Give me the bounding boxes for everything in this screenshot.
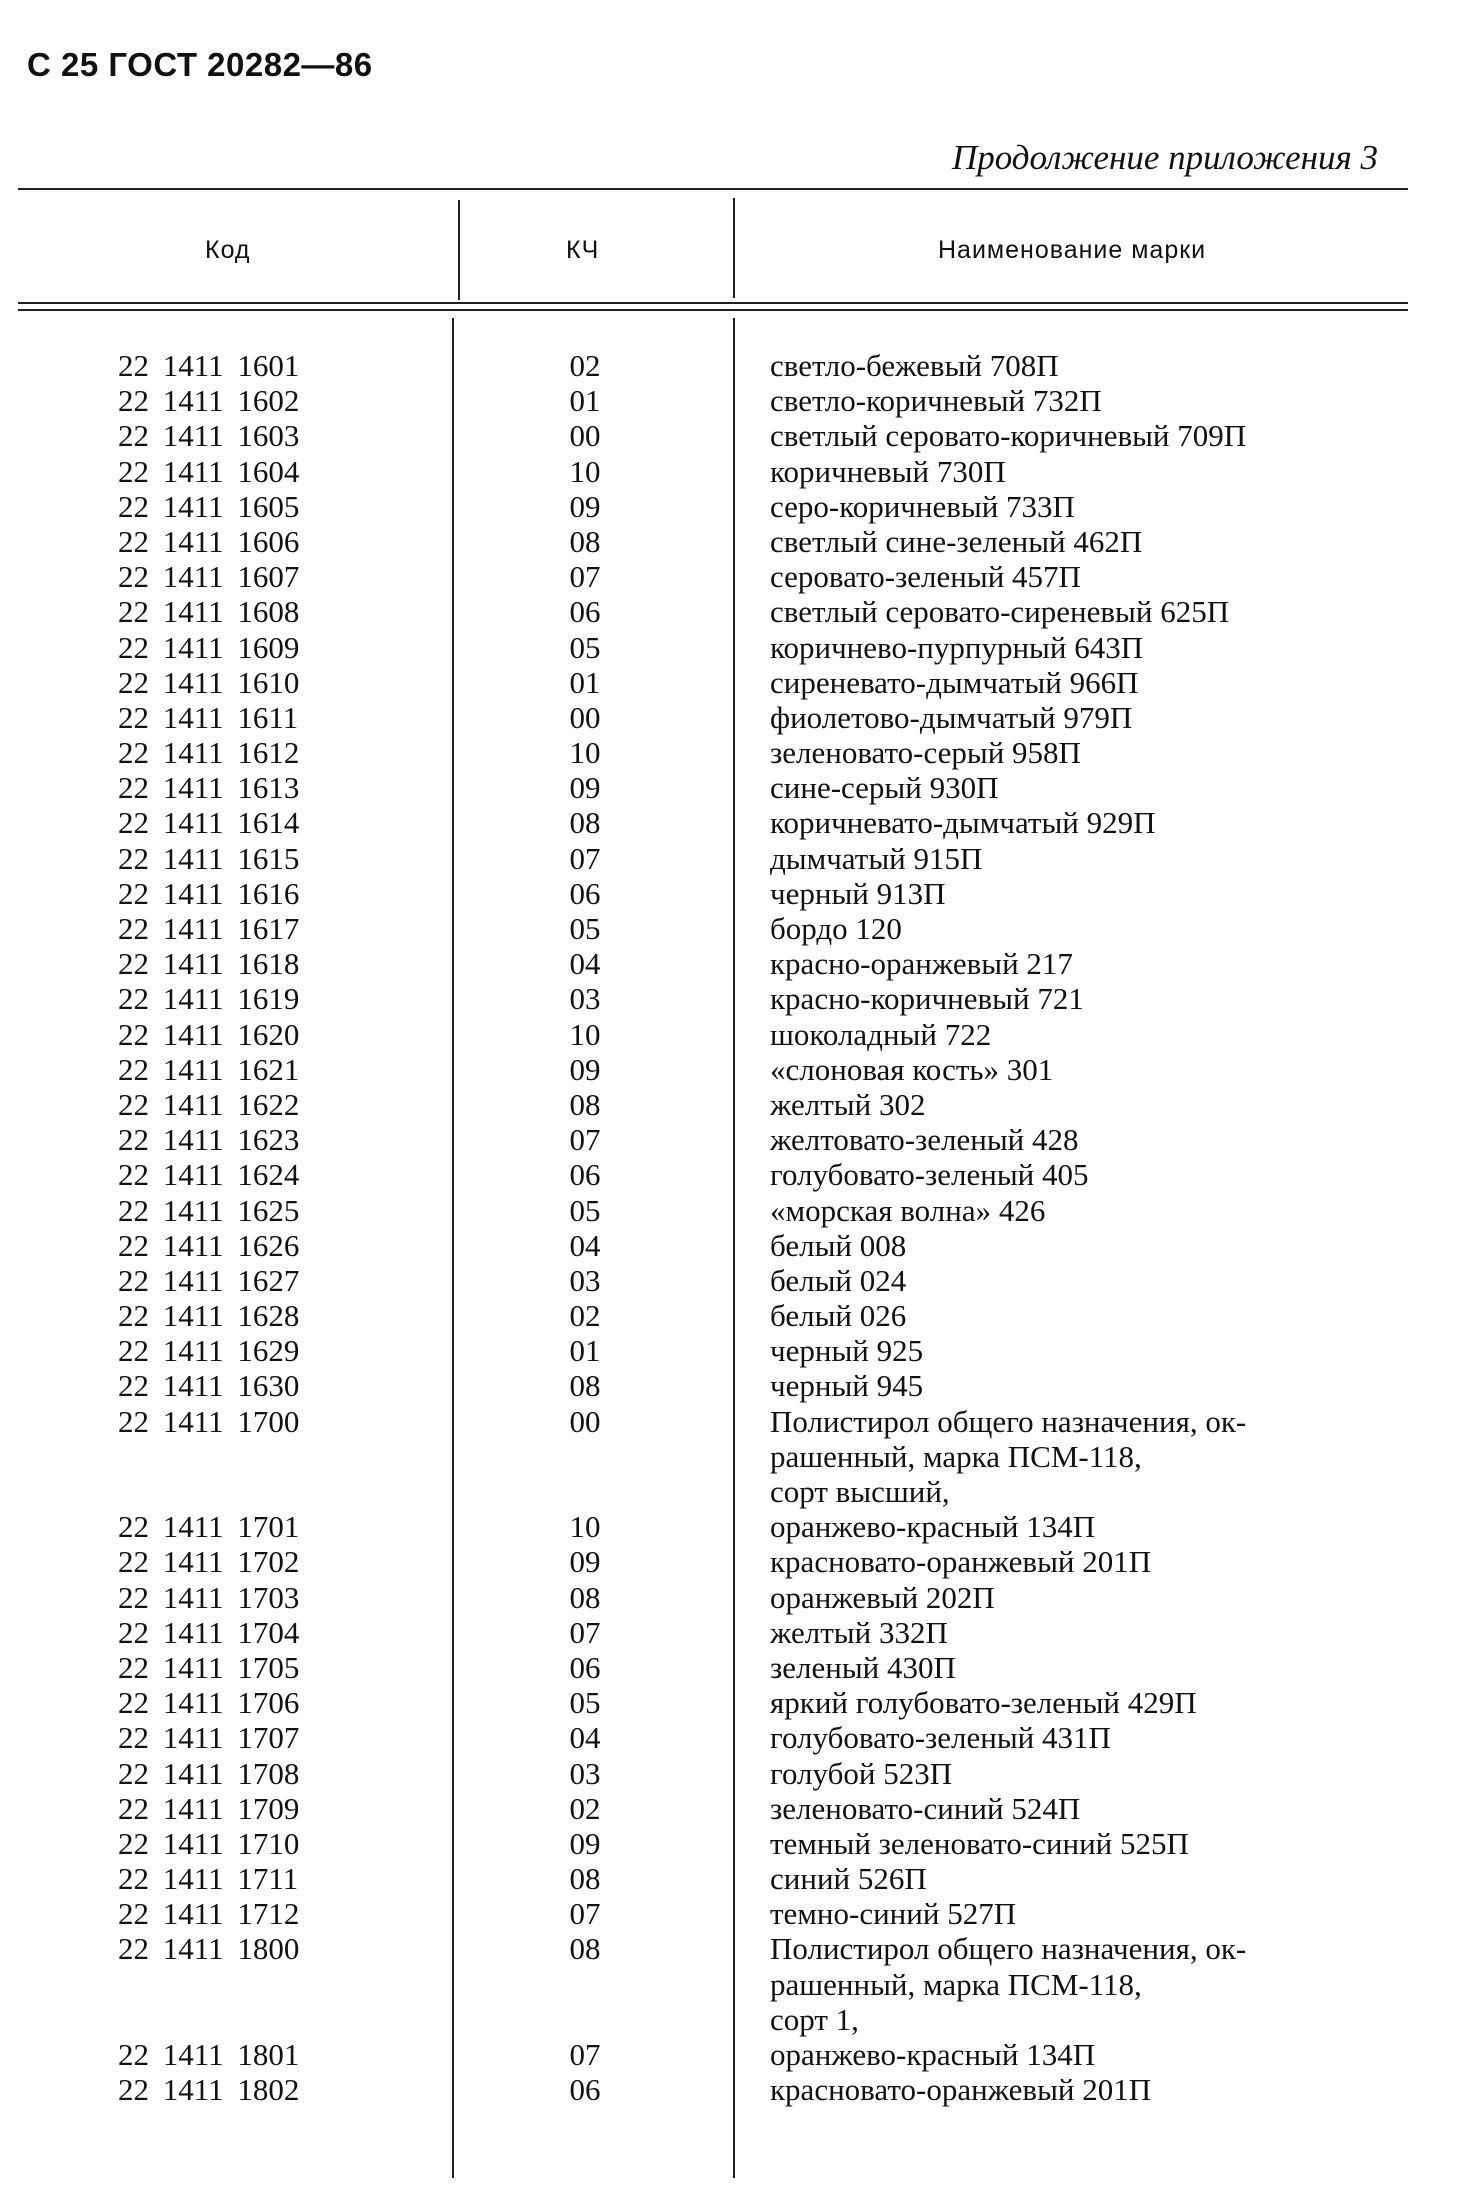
row-name-line: рашенный, марка ПСМ-118, [770,1966,1142,2002]
row-name-line: красно-оранжевый 217 [770,946,1073,982]
row-kch: 06 [569,1649,601,1685]
table-row [0,1122,1478,1157]
row-name [770,1756,1410,1791]
row-code: 22 1411 1702 [118,1544,300,1580]
row-code: 22 1411 1607 [118,559,300,595]
row-kch: 01 [569,664,601,700]
row-code: 22 1411 1712 [118,1896,300,1932]
row-kch: 07 [569,1896,601,1932]
row-kch: 09 [569,488,601,524]
table-row [0,981,1478,1016]
row-name-line: фиолетово-дымчатый 979П [770,699,1133,735]
row-name-line: светло-коричневый 732П [770,383,1102,419]
row-name [770,1685,1410,1720]
table-row [0,1791,1478,1826]
row-kch: 02 [569,1298,601,1334]
row-name [770,735,1410,770]
row-name [770,2037,1410,2072]
row-name-line: голубовато-зеленый 431П [770,1720,1111,1756]
row-name-line: оранжево-красный 134П [770,1509,1096,1545]
row-code: 22 1411 1711 [118,1861,299,1897]
row-code: 22 1411 1622 [118,1086,300,1122]
row-code: 22 1411 1610 [118,664,300,700]
row-name [770,348,1410,383]
row-code: 22 1411 1700 [118,1403,300,1439]
row-name [770,1298,1410,1333]
row-name [770,1052,1410,1087]
row-name-line: синий 526П [770,1861,927,1897]
row-kch: 09 [569,1544,601,1580]
table-row [0,418,1478,453]
row-kch: 08 [569,1931,601,1967]
row-name [770,1931,1410,2037]
row-name [770,1333,1410,1368]
row-name-line: черный 925 [770,1333,924,1369]
row-kch: 09 [569,1825,601,1861]
row-name-line: дымчатый 915П [770,840,983,876]
row-name-line: сорт высший, [770,1474,950,1510]
row-name-line: голубовато-зеленый 405 [770,1157,1089,1193]
table-row [0,1017,1478,1052]
row-code: 22 1411 1611 [118,699,299,735]
table-rule-header-bottom-double [18,309,1408,311]
row-name [770,1368,1410,1403]
row-name-line: красновато-оранжевый 201П [770,1544,1152,1580]
table-row [0,841,1478,876]
row-kch: 05 [569,1192,601,1228]
row-name [770,1509,1410,1544]
row-code: 22 1411 1612 [118,735,300,771]
table-row [0,1404,1478,1510]
table-row [0,1193,1478,1228]
table-row [0,700,1478,735]
row-name-line: желтый 332П [770,1614,948,1650]
table-row [0,524,1478,559]
table-row [0,1157,1478,1192]
row-code: 22 1411 1701 [118,1509,300,1545]
row-name-line: белый 024 [770,1262,907,1298]
row-code: 22 1411 1801 [118,2037,300,2073]
row-kch: 06 [569,2072,601,2108]
row-code: 22 1411 1619 [118,981,300,1017]
table-row [0,1931,1478,2037]
table-row [0,1263,1478,1298]
row-kch: 08 [569,1368,601,1404]
row-name [770,524,1410,559]
row-code: 22 1411 1617 [118,911,300,946]
row-code: 22 1411 1704 [118,1614,300,1650]
row-code: 22 1411 1706 [118,1685,300,1721]
row-name [770,383,1410,418]
row-name-line: сиреневато-дымчатый 966П [770,664,1139,700]
row-code: 22 1411 1703 [118,1579,300,1615]
row-name-line: темно-синий 527П [770,1896,1017,1932]
row-name [770,1580,1410,1615]
column-divider-2 [733,198,735,298]
row-name [770,946,1410,981]
row-name-line: белый 008 [770,1227,907,1263]
row-name [770,911,1410,946]
row-name [770,805,1410,840]
row-name [770,559,1410,594]
row-kch: 05 [569,1685,601,1721]
row-code: 22 1411 1601 [118,348,300,383]
table-row [0,805,1478,840]
header-kch: КЧ [566,236,600,264]
table-rule-header-bottom [18,302,1408,304]
row-name [770,981,1410,1016]
table-row [0,876,1478,911]
row-name [770,1791,1410,1826]
table-row [0,630,1478,665]
row-name [770,1122,1410,1157]
row-name-line: оранжево-красный 134П [770,2037,1096,2073]
row-code: 22 1411 1627 [118,1262,300,1298]
table-row [0,1228,1478,1263]
table-row [0,1052,1478,1087]
row-name-line: яркий голубовато-зеленый 429П [770,1685,1197,1721]
row-name-line: светлый сине-зеленый 462П [770,523,1143,559]
row-name-line: коричнево-пурпурный 643П [770,629,1144,665]
row-name-line: голубой 523П [770,1755,953,1791]
row-name [770,770,1410,805]
row-name-line: светлый серовато-сиреневый 625П [770,594,1230,630]
row-kch: 00 [569,1403,601,1439]
row-name [770,2072,1410,2107]
row-kch: 10 [569,1509,601,1545]
table-row [0,735,1478,770]
row-code: 22 1411 1605 [118,488,300,524]
table-row [0,946,1478,981]
row-kch: 05 [569,629,601,665]
row-name-line: зеленый 430П [770,1649,956,1685]
row-code: 22 1411 1705 [118,1649,300,1685]
row-kch: 03 [569,1262,601,1298]
row-code: 22 1411 1630 [118,1368,300,1404]
table-rule-top [18,188,1408,190]
row-kch: 06 [569,1157,601,1193]
table-row [0,1826,1478,1861]
row-name-line: красно-коричневый 721 [770,981,1084,1017]
row-name-line: зеленовато-серый 958П [770,735,1081,771]
row-code: 22 1411 1800 [118,1931,300,1967]
row-code: 22 1411 1621 [118,1051,300,1087]
row-kch: 10 [569,735,601,771]
table-row [0,1861,1478,1896]
row-kch: 07 [569,1122,601,1158]
row-kch: 06 [569,875,601,911]
row-name [770,700,1410,735]
row-code: 22 1411 1625 [118,1192,300,1228]
row-code: 22 1411 1616 [118,875,300,911]
row-kch: 08 [569,805,601,841]
row-code: 22 1411 1620 [118,1016,300,1052]
table-row [0,911,1478,946]
row-name [770,1615,1410,1650]
row-kch: 09 [569,1051,601,1087]
row-kch: 07 [569,559,601,595]
row-kch: 10 [569,453,601,489]
row-code: 22 1411 1602 [118,383,300,419]
row-name-line: белый 026 [770,1298,907,1334]
row-name [770,841,1410,876]
row-name [770,489,1410,524]
row-code: 22 1411 1626 [118,1227,300,1263]
row-name [770,1720,1410,1755]
row-name [770,1861,1410,1896]
table-row [0,1544,1478,1579]
row-name-line: светлый серовато-коричневый 709П [770,418,1247,454]
row-name [770,1193,1410,1228]
row-name [770,418,1410,453]
row-name-line: зеленовато-синий 524П [770,1790,1081,1826]
row-kch: 04 [569,946,601,982]
table-row [0,1298,1478,1333]
row-code: 22 1411 1608 [118,594,300,630]
row-kch: 02 [569,1790,601,1826]
table-row [0,1615,1478,1650]
row-kch: 10 [569,1016,601,1052]
row-kch: 08 [569,523,601,559]
row-kch: 08 [569,1861,601,1897]
row-name [770,876,1410,911]
row-name [770,1650,1410,1685]
table-row [0,1685,1478,1720]
table-row [0,348,1478,383]
row-kch: 06 [569,594,601,630]
table-row [0,2037,1478,2072]
row-kch: 04 [569,1227,601,1263]
row-kch: 09 [569,770,601,806]
row-name [770,1228,1410,1263]
row-code: 22 1411 1707 [118,1720,300,1756]
row-name-line: Полистирол общего назначения, ок- [770,1931,1247,1967]
row-kch: 03 [569,981,601,1017]
row-name [770,1157,1410,1192]
row-name-line: красновато-оранжевый 201П [770,2072,1152,2108]
header-code: Код [205,236,251,264]
table-row [0,1720,1478,1755]
row-kch: 00 [569,699,601,735]
row-name-line: коричневый 730П [770,453,1006,489]
row-code: 22 1411 1606 [118,523,300,559]
table-row [0,1509,1478,1544]
row-name-line: черный 945 [770,1368,924,1404]
row-name-line: «слоновая кость» 301 [770,1051,1054,1087]
table-body [0,348,1478,2107]
row-code: 22 1411 1623 [118,1122,300,1158]
row-code: 22 1411 1604 [118,453,300,489]
row-kch: 08 [569,1579,601,1615]
row-name-line: рашенный, марка ПСМ-118, [770,1438,1142,1474]
row-code: 22 1411 1624 [118,1157,300,1193]
row-name-line: черный 913П [770,875,946,911]
continuation-title: Продолжение приложения 3 [951,138,1378,177]
table-row [0,1650,1478,1685]
row-code: 22 1411 1618 [118,946,300,982]
table-row [0,383,1478,418]
row-code: 22 1411 1615 [118,840,300,876]
header-name: Наименование марки [938,236,1207,264]
row-name-line: шоколадный 722 [770,1016,992,1052]
row-name-line: «морская волна» 426 [770,1192,1046,1228]
table-row [0,1333,1478,1368]
row-name-line: Полистирол общего назначения, ок- [770,1403,1247,1439]
row-name [770,1017,1410,1052]
table-row [0,665,1478,700]
row-name-line: сорт 1, [770,2001,859,2037]
table-row [0,770,1478,805]
row-code: 22 1411 1614 [118,805,300,841]
row-kch: 08 [569,1086,601,1122]
row-kch: 01 [569,1333,601,1369]
row-kch: 00 [569,418,601,454]
row-name [770,1826,1410,1861]
row-name-line: оранжевый 202П [770,1579,995,1615]
row-kch: 04 [569,1720,601,1756]
page-header: С 25 ГОСТ 20282—86 [27,46,373,83]
row-name [770,454,1410,489]
row-name-line: коричневато-дымчатый 929П [770,805,1156,841]
table-row [0,594,1478,629]
row-code: 22 1411 1613 [118,770,300,806]
table-row [0,454,1478,489]
table-row [0,559,1478,594]
table-row [0,1580,1478,1615]
row-code: 22 1411 1603 [118,418,300,454]
row-code: 22 1411 1710 [118,1825,300,1861]
row-name [770,594,1410,629]
row-code: 22 1411 1802 [118,2072,300,2108]
table-row [0,489,1478,524]
row-name [770,1544,1410,1579]
table-row [0,1087,1478,1122]
row-name [770,1263,1410,1298]
row-kch: 05 [569,911,601,946]
row-name [770,630,1410,665]
row-kch: 01 [569,383,601,419]
row-kch: 07 [569,2037,601,2073]
row-code: 22 1411 1709 [118,1790,300,1826]
row-name-line: серо-коричневый 733П [770,488,1075,524]
row-code: 22 1411 1708 [118,1755,300,1791]
row-name [770,665,1410,700]
table-row [0,1756,1478,1791]
row-code: 22 1411 1609 [118,629,300,665]
row-code: 22 1411 1629 [118,1333,300,1369]
row-kch: 03 [569,1755,601,1791]
table-row [0,1368,1478,1403]
row-name-line: серовато-зеленый 457П [770,559,1081,595]
row-name-line: темный зеленовато-синий 525П [770,1825,1189,1861]
table-row [0,1896,1478,1931]
row-name-line: бордо 120 [770,911,902,946]
row-name-line: сине-серый 930П [770,770,999,806]
row-kch: 07 [569,1614,601,1650]
row-kch: 02 [569,348,601,383]
row-name [770,1896,1410,1931]
row-name-line: светло-бежевый 708П [770,348,1059,383]
row-name [770,1404,1410,1510]
column-divider-1 [458,200,460,300]
row-kch: 07 [569,840,601,876]
row-name [770,1087,1410,1122]
row-name-line: желтый 302 [770,1086,926,1122]
row-name-line: желтовато-зеленый 428 [770,1122,1079,1158]
row-code: 22 1411 1628 [118,1298,300,1334]
table-row [0,2072,1478,2107]
